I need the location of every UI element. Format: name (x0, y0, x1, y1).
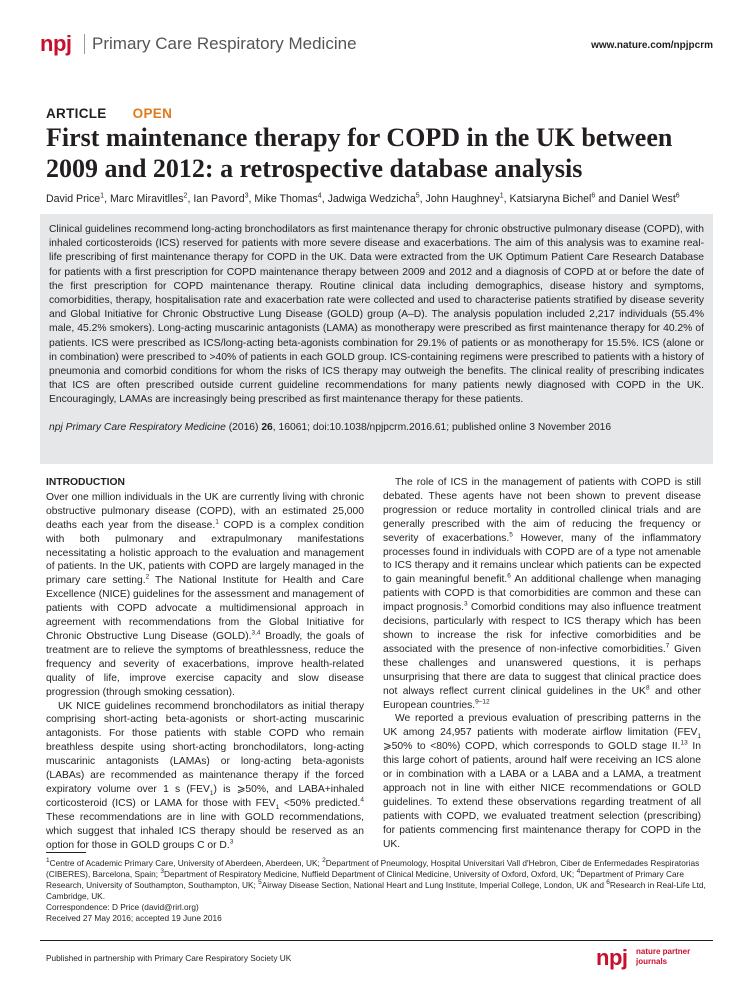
author-affiliation-number: 2 (183, 192, 188, 200)
author-name: John Haughney (425, 193, 500, 205)
citation-journal: npj Primary Care Respiratory Medicine (49, 421, 226, 433)
author-name: Marc Miravitlles (109, 193, 184, 205)
footnote-divider (46, 852, 86, 853)
citation-rest[interactable]: , 16061; doi:10.1038/npjpcrm.2016.61; published online 3 November 2016 (272, 421, 612, 433)
footnotes (46, 858, 713, 924)
article-type (46, 106, 172, 121)
article-kind-label: ARTICLE (46, 106, 107, 121)
intro-paragraph-1: Over one million individuals in the UK are currently living with chronic obstructive pulmonary disease (COPD), with an estimated 25,000 deaths each year from the disease.$^1$ COPD is a complex condition with both pulmonary and extrapulmonary manifestations necessitating a holistic approach to the evaluation and management of patients. In the UK, patients with COPD are largely managed in the primary care setting.$^2$ The National Institute for Health and Care Excellence (NICE) guidelines for the assessment and management of patients with COPD advocate a multidimensional approach in agreement with recommendations from the Global Initiative for Chronic Obstructive Lung Disease (GOLD).$^{3,4}$ Broadly, the goals of treatment are to relieve the symptoms of breathlessness, reduce the frequency and severity of exacerbations, improve health-related quality of life, improve exercise capacity and slow disease progression (through smoking cessation). (46, 491, 364, 698)
partner-line-2: journals (636, 957, 668, 966)
abstract-box (40, 214, 713, 464)
left-column (46, 476, 364, 852)
right-paragraph-2: We reported a previous evaluation of prescribing patterns in the UK among 24,957 patients with moderate airflow limitation ($FEV_1$ ⩾50% to <80%) COPD, which corresponds to GOLD stage II.$^{13}$ In this large cohort of patients, around half were receiving an ICS alone or in combination with a LABA or a LABA and a LAMA, a treatment approach not in line with either NICE recommendations or GOLD guidelines. To extend these observations regarding treatment of all patients with COPD, we evaluated treatment selection (prescribing) for patients commencing first maintenance therapy for COPD in the UK. (383, 713, 702, 850)
introduction-heading: INTRODUCTION (46, 477, 125, 488)
right-paragraph-1: The role of ICS in the management of patients with COPD is still debated. These agents have not been shown to prevent disease progression or reduce mortality in controlled clinical trials and are generally prescribed with the aim of reducing the frequency or severity of exacerbations.$^5$ However, many of the inflammatory processes found in individuals with COPD are of a type not amenable to ICS therapy and it remains unclear which patients can be expected to gain meaningful benefit.$^6$ An additional challenge when managing patients with COPD is that comorbidities are common and these can impact prognosis.$^3$ Comorbid conditions may also influence treatment decisions, particularly with respect to ICS therapy which has been shown to increase the risk for infective comorbidities and be associated with the presence of non-infective comorbidities.$^7$ Given these challenges and unanswered questions, it is perhaps unsurprising that there are data to suggest that clinical practice does not always reflect current clinical guidelines in the $UK^8$ and other European countries.$^{9-12}$ (383, 477, 702, 711)
affiliations: $^1$Centre of Academic Primary Care, University of Aberdeen, Aberdeen, UK; $^2$Department of Pneumology, Hospital Universitari Vall d'Hebron, Ciber de Enfermedades Respiratorias (CIBERES), Barcelona, Spain; $^3$Department of Respiratory Medicine, Nuffield Department of Clinical Medicine, University of Oxford, Oxford, UK; $^4$Department of Primary Care Research, University of Southampton, Southampton, UK; $^5$Airway Disease Section, National Heart and Lung Institute, Imperial College, London, UK and $^6$Research in Real-Life Ltd, Cambridge, UK. (46, 857, 706, 901)
npj-partner-logo (596, 944, 714, 972)
header-divider (84, 34, 85, 54)
author-name: David Price (46, 193, 101, 205)
author-affiliation-number: 6 (591, 192, 596, 200)
article-title: First maintenance therapy for COPD in the UK between 2009 and 2012: a retrospective database analysis (46, 123, 673, 183)
journal-name: Primary Care Respiratory Medicine (92, 34, 357, 53)
author-affiliation-number: 5 (415, 192, 420, 200)
author-list: David Price$^1$, Marc Miravitlles$^2$, Ian Pavord$^3$, Mike Thomas$^4$, Jadwiga Wedzicha$^5$, John Haughney$^1$, Katsiaryna Bichel$^6$ and Daniel West$^6$ (46, 192, 680, 205)
author-affiliation-number: 1 (100, 192, 105, 200)
author-name: Mike Thomas (254, 193, 318, 205)
author-affiliation-number: 4 (317, 192, 322, 200)
open-access-badge: OPEN (132, 106, 173, 121)
author-affiliation-number: 3 (244, 192, 249, 200)
npj-logo: npj (40, 31, 72, 56)
author-name: Ian Pavord (193, 193, 245, 205)
npj-small-logo: npj (596, 945, 628, 970)
author-name: Daniel West (618, 193, 676, 205)
author-affiliation-number: 1 (499, 192, 504, 200)
received-dates: Received 27 May 2016; accepted 19 June 2016 (46, 913, 222, 923)
journal-header (40, 30, 713, 58)
abstract-text: Clinical guidelines recommend long-acting bronchodilators as first maintenance therapy for chronic obstructive pulmonary disease (COPD), with inhaled corticosteroids (ICS) reserved for patients with more severe disease and exacerbations. The aim of this analysis was to examine real-life prescribing of first maintenance therapy for COPD in the UK. Data were extracted from the UK Optimum Patient Care Research Database for patients with a first prescription for COPD maintenance therapy between 2009 and 2012 and a diagnosis of COPD at or before the date of the first prescription for COPD maintenance therapy. Routine clinical data including demographics, disease history and symptoms, comorbidities, therapy, hospitalisation rate and exacerbation rate were collected and used to characterise patients stratified by disease severity and Global Initiative for Chronic Obstructive Lung Disease (GOLD) group (A–D). The analysis population included 2,217 individuals (55.4% male, 45.2% smokers). Long-acting muscarinic antagonists (LAMA) as monotherapy were prescribed as first maintenance therapy for 40.2% of patients. ICS were prescribed as ICS/long-acting beta-agonists combination for 29.1% of patients or as monotherapy for 15.5%. ICS (alone or in combination) were prescribed to >40% of patients in each GOLD group. ICS-containing regimens were prescribed to patients with a history of pneumonia and comorbid conditions for whom the risks of ICS therapy may outweigh the benefits. The clinical reality of prescribing indicates that ICS are often prescribed outside current guideline recommendations for many patients newly diagnosed with COPD in the UK. Encouragingly, LAMAs are increasingly being prescribed as first maintenance therapy for these patients. (49, 224, 704, 406)
citation-volume: 26 (261, 421, 273, 433)
intro-paragraph-2: UK NICE guidelines recommend bronchodilators as initial therapy comprising short-acting beta-agonists or short-acting muscarinic antagonists. For those patients with stable COPD who remain breathless despite using short-acting bronchodilators, long-acting muscarinic antagonists (LAMAs) or long-acting beta-agonists (LABAs) are recommended as maintenance therapy if the forced expiratory volume over 1 s $(FEV_1)$ is ⩾50%, and LABA+inhaled corticosteroid (ICS) or LAMA for those with $FEV_1 <50\%$ predicted.$^4$ These recommendations are in line with GOLD recommendations, which suggest that inhaled ICS therapy should be reserved as an option for those in GOLD groups C or D.$^3$ (46, 700, 364, 851)
bottom-divider (40, 940, 713, 941)
citation-year: (2016) (225, 421, 262, 433)
nature-partner-journals-text (636, 947, 690, 967)
partner-line-1: nature partner (636, 947, 691, 956)
author-name: Katsiaryna Bichel (509, 193, 592, 205)
author-name: Jadwiga Wedzicha (327, 193, 416, 205)
partnership-note: Published in partnership with Primary Care Respiratory Society UK (46, 953, 292, 963)
author-affiliation-number: 6 (675, 192, 680, 200)
citation-line (49, 421, 704, 435)
correspondence: Correspondence: D Price (david@rirl.org) (46, 902, 199, 912)
journal-url[interactable]: www.nature.com/npjpcrm (591, 40, 713, 51)
right-column (383, 476, 701, 851)
